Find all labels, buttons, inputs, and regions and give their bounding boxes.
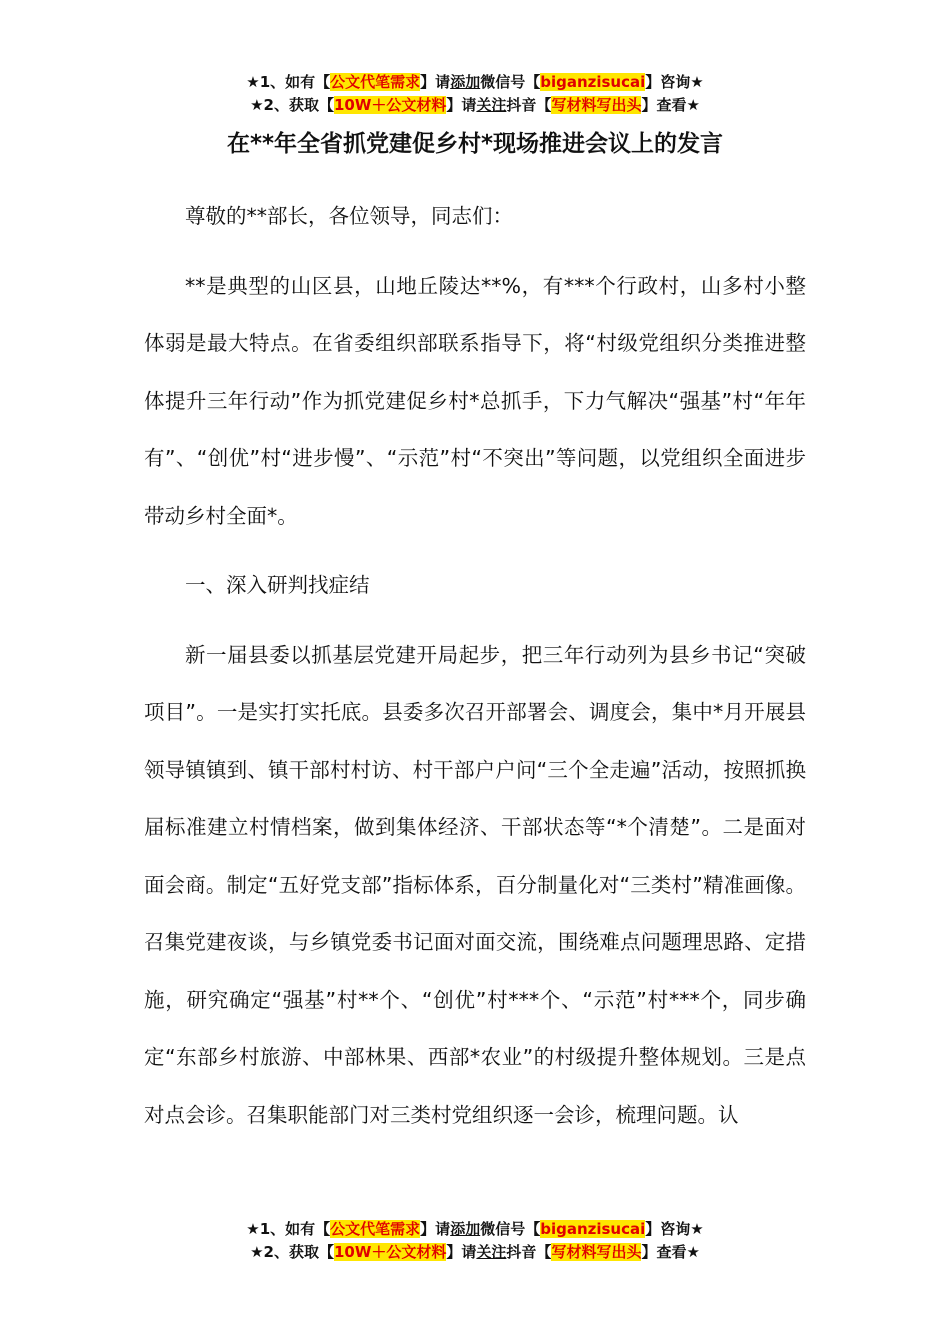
promo-text: ★2、获取【	[250, 96, 334, 114]
promo-text: 】查看★	[641, 1243, 700, 1261]
promo-text: 微信号【	[480, 73, 541, 91]
promo-line-2	[0, 1241, 950, 1264]
promo-text: 】咨询★	[645, 1220, 704, 1238]
promo-highlight: 写材料写出头	[551, 1243, 642, 1261]
promo-highlight: 公文代笔需求	[330, 73, 421, 91]
promo-line-2	[0, 94, 950, 117]
promo-highlight: 10W＋公文材料	[333, 1243, 447, 1261]
promo-underlined-text: 关注	[476, 96, 507, 114]
promo-text: ★2、获取【	[250, 1243, 334, 1261]
promo-text: 抖音【	[506, 96, 552, 114]
promo-highlight: 公文代笔需求	[330, 1220, 421, 1238]
document-title: 在**年全省抓党建促乡村*现场推进会议上的发言	[226, 131, 724, 157]
promo-text: 抖音【	[506, 1243, 552, 1261]
promo-text: 】请	[446, 1243, 477, 1261]
promo-text: 】查看★	[641, 96, 700, 114]
bottom-promo-banner	[0, 1218, 950, 1264]
promo-text: 】请	[420, 73, 451, 91]
body-paragraph: 新一届县委以抓基层党建开局起步，把三年行动列为县乡书记“突破项目”。一是实打实托底。县委多次召开部署会、调度会，集中*月开展县领导镇镇到、镇干部村村访、村干部户户问“三个全走遍”活动，按照抓换届标准建立村情档案，做到集体经济、干部状态等“*个清楚”。二是面对面会商。制定“五好党支部”指标体系，百分制量化对“三类村”精准画像。召集党建夜谈，与乡镇党委书记面对面交流，围绕难点问题理思路、定措施，研究确定“强基”村**个、“创优”村***个、“示范”村***个，同步确定“东部乡村旅游、中部林果、西部*农业”的村级提升整体规划。三是点对点会诊。召集职能部门对三类村党组织逐一会诊，梳理问题。认	[144, 642, 806, 1127]
promo-underlined-text: 添加	[450, 1220, 481, 1238]
promo-highlight: biganzisucai	[540, 73, 646, 91]
promo-text: ★1、如有【	[246, 1220, 331, 1238]
promo-highlight: biganzisucai	[540, 1220, 646, 1238]
document-body	[144, 188, 806, 1156]
top-promo-banner	[0, 71, 950, 117]
promo-text: ★1、如有【	[246, 73, 331, 91]
promo-line-1	[0, 1218, 950, 1241]
promo-line-1	[0, 71, 950, 94]
promo-text: 】请	[420, 1220, 451, 1238]
promo-highlight: 写材料写出头	[551, 96, 642, 114]
salutation-paragraph: 尊敬的**部长，各位领导，同志们：	[185, 204, 513, 228]
section-heading: 一、深入研判找症结	[185, 573, 370, 597]
promo-underlined-text: 添加	[450, 73, 481, 91]
intro-paragraph: **是典型的山区县，山地丘陵达**%，有***个行政村，山多村小整体弱是最大特点。在省委组织部联系指导下，将“村级党组织分类推进整体提升三年行动”作为抓党建促乡村*总抓手，下力气解决“强基”村“年年有”、“创优”村“进步慢”、“示范”村“不突出”等问题，以党组织全面进步带动乡村全面*。	[144, 273, 806, 528]
promo-underlined-text: 关注	[476, 1243, 507, 1261]
promo-text: 】请	[446, 96, 477, 114]
promo-text: 】咨询★	[645, 73, 704, 91]
promo-text: 微信号【	[480, 1220, 541, 1238]
promo-highlight: 10W＋公文材料	[333, 96, 447, 114]
